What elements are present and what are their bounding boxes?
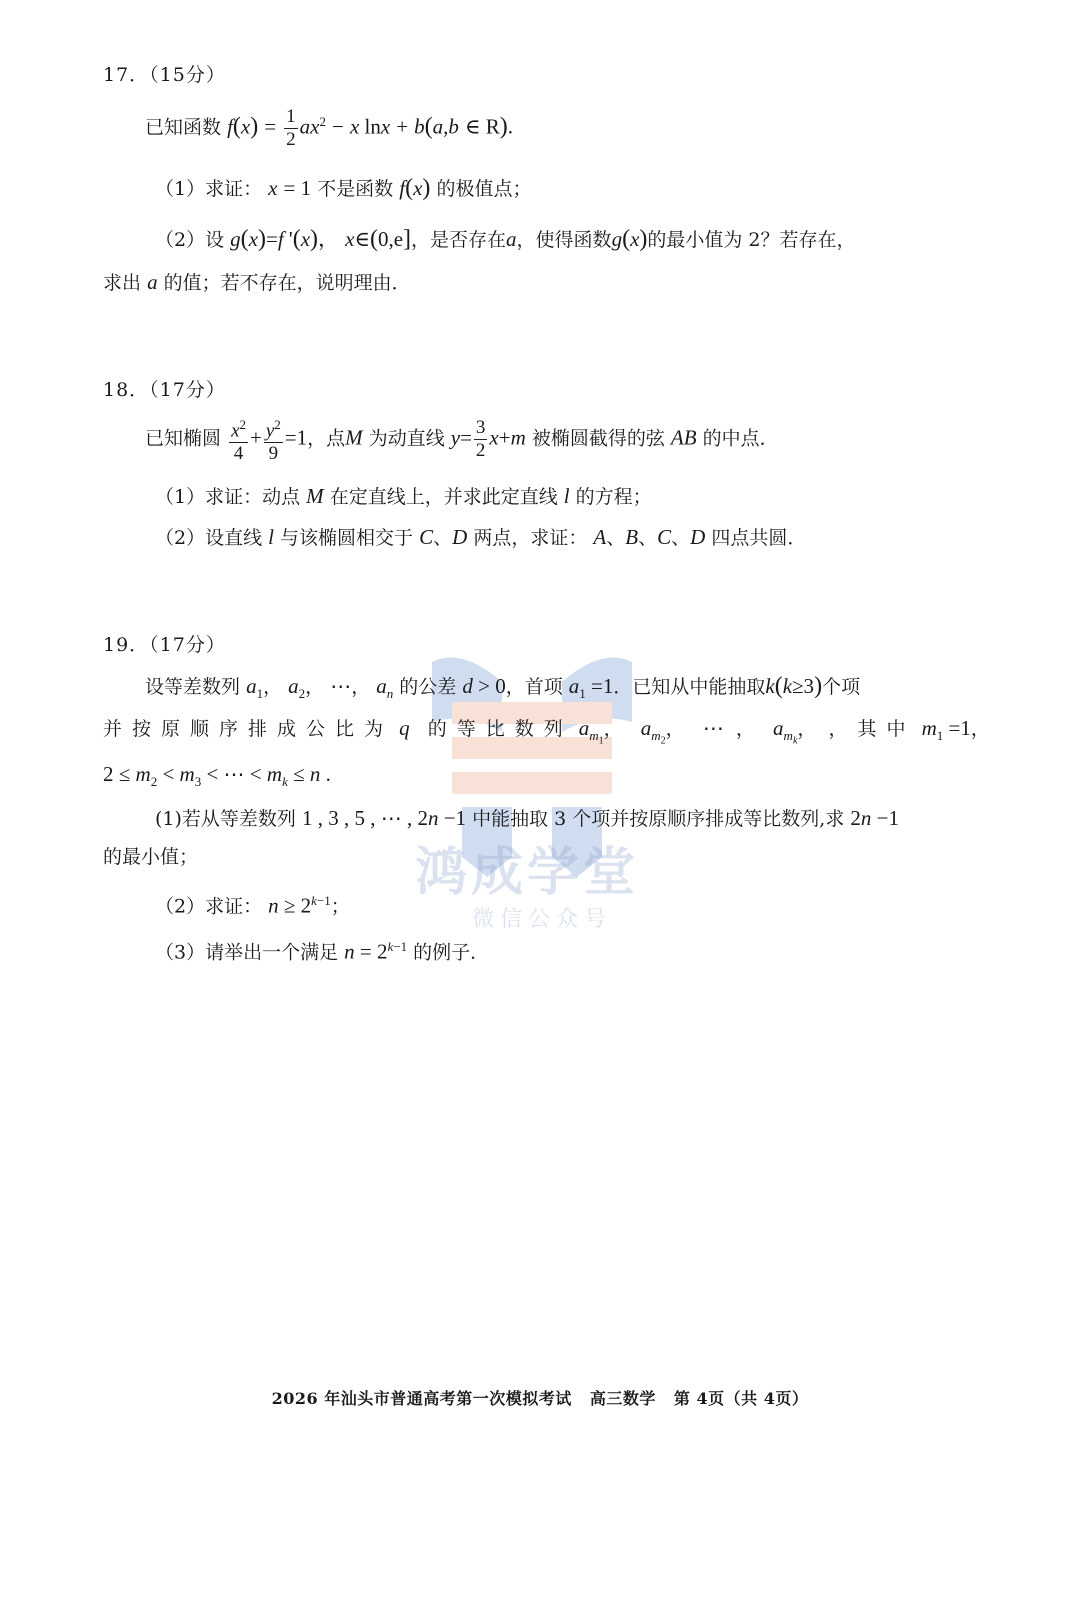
q17-part2-cont: 求出 a 的值；若不存在，说明理由． [103, 270, 411, 294]
watermark-text: 鸿成学堂 [415, 842, 640, 903]
q17-part2: （2）设 g(x)=f '(x)， x∈(0,e]，是否存在a，使得函数g(x)的最小值为 2？若存在， [155, 226, 856, 252]
q19-heading: 19．（17分） [103, 634, 226, 656]
q18-part2: （2）设直线 l 与该椭圆相交于 C、D 两点，求证： A、B、C、D 四点共圆． [155, 525, 807, 549]
page-footer [0, 1386, 1080, 1409]
footer-subject: 高三数学 [589, 1389, 656, 1408]
q19-part1-cont: 的最小值； [103, 846, 199, 868]
q18-heading: 18．（17分） [103, 379, 226, 401]
q19-line3: $2 \le m_2 < m_3$ < ⋯ < $m_k \le n$ . [103, 762, 331, 789]
q19-line2: 并按原顺序排成公比为 q 的等比数列 $a_{m_1}$， $a_{m_2}$， ⋯ ， $a_{m_k}$， ，其中 $m_1 =1$， [103, 716, 990, 747]
q18-intro: 已知椭圆 $\frac{x^2}{4}$ + $\frac{y^2}{9}$ =1，点M 为动直线 y= $\frac{3}{2}$ x+m 被椭圆截得的弦 AB 的中点． [145, 414, 779, 465]
footer-exam: 2026 年汕头市普通高考第一次模拟考试 [271, 1389, 572, 1408]
q19-part1: (1)若从等差数列 1 , 3 , 5 , ⋯ , 2n −1 中能抽取 3 个项并按原顺序排成等比数列,求 2n −1 [155, 806, 899, 830]
footer-page: 第 4页（共 4页） [673, 1389, 809, 1408]
q17-part1: （1）求证： x = 1 不是函数 f(x) 的极值点； [155, 175, 532, 201]
watermark-subtext: 微信公众号 [472, 907, 613, 932]
q19-part3: （3）请举出一个满足 $n = 2^{k-1}$ 的例子． [155, 939, 490, 964]
q18-part1: （1）求证：动点 M 在定直线上，并求此定直线 l 的方程； [155, 484, 652, 508]
q19-line1: 设等差数列 $a_1$， $a_2$， ⋯， $a_n$ 的公差 d > 0，首项 $a_1 =1$．已知从中能抽取k(k≥3)个项 [145, 673, 861, 701]
q17-intro: 已知函数 f(x) = $\frac{1}{2}$ $ax^2 - x$ lnx + b(a,b ∈ R). [145, 106, 513, 150]
q17-heading: 17．（15分） [103, 64, 226, 86]
q19-part2: （2）求证： $n \ge 2^{k-1}$； [155, 893, 350, 918]
